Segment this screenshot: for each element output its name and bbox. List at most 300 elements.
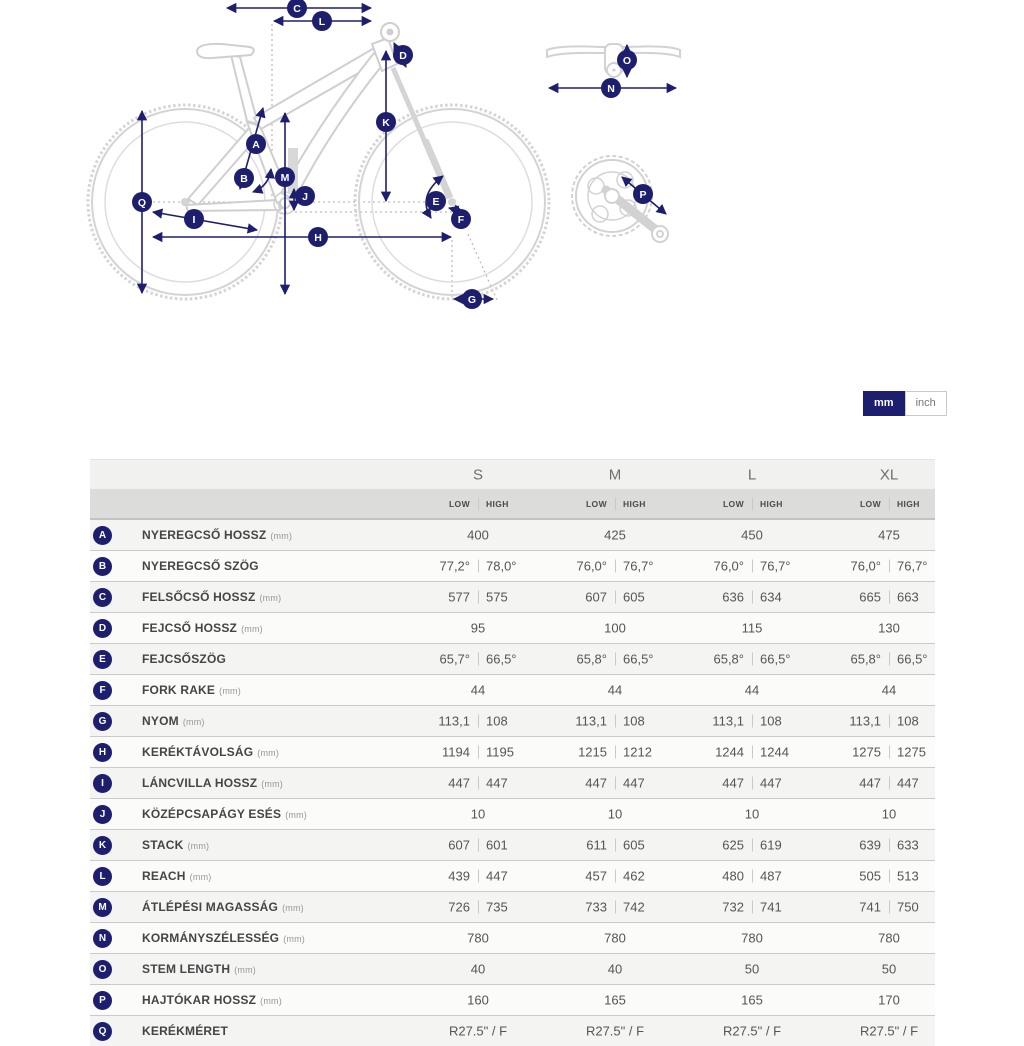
crankset [572, 156, 668, 242]
value-high: 619 [760, 837, 782, 853]
value-high: 633 [897, 837, 919, 853]
low-high-header-row [90, 489, 935, 520]
value-low: 76,0° [850, 558, 881, 574]
value-single: 10 [607, 806, 623, 822]
row-unit: (mm) [182, 717, 205, 727]
row-letter-badge: G [93, 712, 112, 731]
svg-text:O: O [622, 54, 632, 67]
low-high-header-cell [821, 489, 935, 518]
value-low: 625 [722, 837, 744, 853]
row-label-cell [90, 675, 410, 705]
row-unit: (mm) [261, 779, 284, 789]
table-row-q [90, 1015, 935, 1046]
diagram-badge-h [308, 227, 328, 247]
low-high-header-cell [684, 489, 821, 518]
handlebar-top-view [547, 44, 680, 77]
value-cell [684, 582, 821, 612]
value-divider [889, 870, 890, 883]
svg-text:Q: Q [137, 196, 147, 209]
value-cell [547, 520, 684, 550]
geometry-table [90, 459, 935, 1046]
row-unit: (mm) [187, 841, 210, 851]
value-divider [615, 746, 616, 759]
value-cell [821, 520, 935, 550]
value-divider [615, 591, 616, 604]
row-label: KÖZÉPCSAPÁGY ESÉS (mm) [142, 807, 308, 821]
value-high: 447 [623, 775, 645, 791]
diagram-badge-f [451, 209, 471, 229]
value-cell [547, 923, 684, 953]
table-row-m [90, 891, 935, 922]
value-high: 76,7° [897, 558, 928, 574]
value-single: R27.5" / F [722, 1023, 782, 1039]
size-label: M [608, 466, 622, 483]
fork-lower-leg [425, 140, 450, 198]
row-letter-badge: O [93, 960, 112, 979]
value-cell [821, 923, 935, 953]
table-row-f [90, 674, 935, 705]
value-divider [889, 901, 890, 914]
value-divider [889, 560, 890, 573]
value-low: 665 [859, 589, 881, 605]
value-low: 439 [448, 868, 470, 884]
value-single: 780 [878, 930, 900, 946]
low-high-header-cell [410, 489, 547, 518]
row-label-cell [90, 830, 410, 860]
value-high: 447 [486, 868, 508, 884]
low-high-header-cell [547, 489, 684, 518]
row-letter-badge: M [93, 898, 112, 917]
value-single: 130 [878, 620, 900, 636]
value-cell [684, 830, 821, 860]
sub-header-spacer [90, 489, 410, 518]
unit-inch-button[interactable]: inch [905, 391, 947, 416]
value-high: 601 [486, 837, 508, 853]
value-cell [821, 706, 935, 736]
value-single: 115 [741, 620, 763, 636]
value-high: 741 [760, 899, 782, 915]
value-cell [821, 582, 935, 612]
value-single: 450 [741, 527, 763, 543]
diagram-badge-o [617, 50, 637, 70]
value-low: 76,0° [576, 558, 607, 574]
value-divider [478, 901, 479, 914]
row-letter-badge: N [93, 929, 112, 948]
value-high: 447 [760, 775, 782, 791]
diagram-badge-a [246, 134, 266, 154]
value-low: 447 [722, 775, 744, 791]
value-cell [821, 644, 935, 674]
low-high-divider [615, 497, 616, 510]
value-high: 1275 [897, 744, 926, 760]
size-column-header [684, 460, 821, 489]
value-cell [547, 737, 684, 767]
value-high: 447 [486, 775, 508, 791]
svg-text:N: N [607, 82, 615, 95]
value-divider [752, 839, 753, 852]
value-low: 607 [585, 589, 607, 605]
size-column-header [821, 460, 935, 489]
value-single: 10 [744, 806, 760, 822]
value-divider [478, 591, 479, 604]
row-unit: (mm) [219, 686, 241, 696]
value-cell [684, 954, 821, 984]
value-cell [821, 768, 935, 798]
value-high: 108 [897, 713, 919, 729]
value-cell [410, 954, 547, 984]
diagram-badge-m [275, 167, 295, 187]
row-label-cell [90, 706, 410, 736]
size-column-header [410, 460, 547, 489]
value-high: 742 [623, 899, 645, 915]
value-low: 1215 [578, 744, 607, 760]
value-low: 447 [448, 775, 470, 791]
row-letter-badge: E [93, 650, 112, 669]
value-single: 165 [741, 992, 763, 1008]
low-high-divider [889, 497, 890, 510]
svg-text:F: F [457, 213, 465, 226]
row-unit: (mm) [283, 934, 306, 944]
row-label: NYEREGCSŐ HOSSZ (mm) [142, 528, 293, 542]
table-row-g [90, 705, 935, 736]
value-cell [547, 582, 684, 612]
value-cell [547, 706, 684, 736]
value-high: 78,0° [486, 558, 517, 574]
seatpost [231, 55, 258, 124]
diagram-badge-i [184, 209, 204, 229]
value-divider [752, 591, 753, 604]
value-single: 44 [744, 682, 760, 698]
value-divider [478, 715, 479, 728]
row-letter-badge: F [93, 681, 112, 700]
row-letter-badge: A [93, 526, 112, 545]
value-cell [684, 706, 821, 736]
value-cell [410, 768, 547, 798]
value-single: 44 [607, 682, 623, 698]
value-cell [547, 830, 684, 860]
value-high: 750 [897, 899, 919, 915]
row-label: FEJCSŐ HOSSZ (mm) [142, 621, 263, 635]
value-cell [410, 923, 547, 953]
size-column-header [547, 460, 684, 489]
row-label: FORK RAKE (mm) [142, 683, 241, 697]
low-header-label: LOW [859, 498, 881, 509]
value-high: 663 [897, 589, 919, 605]
svg-text:B: B [240, 172, 248, 185]
unit-toggle [863, 391, 947, 416]
row-label: FELSŐCSŐ HOSSZ (mm) [142, 590, 282, 604]
value-low: 505 [859, 868, 881, 884]
value-low: 65,8° [576, 651, 607, 667]
value-low: 77,2° [439, 558, 470, 574]
value-cell [821, 1016, 935, 1046]
value-divider [478, 560, 479, 573]
svg-text:L: L [318, 15, 326, 28]
value-single: 160 [467, 992, 489, 1008]
diagram-badge-l [312, 11, 332, 31]
row-label-cell [90, 1016, 410, 1046]
row-label-cell [90, 985, 410, 1015]
value-high: 66,5° [760, 651, 791, 667]
value-cell [410, 1016, 547, 1046]
value-single: R27.5" / F [585, 1023, 645, 1039]
value-divider [478, 839, 479, 852]
value-low: 65,7° [439, 651, 470, 667]
low-high-divider [478, 497, 479, 510]
value-cell [410, 582, 547, 612]
row-letter-badge: C [93, 588, 112, 607]
value-cell [684, 737, 821, 767]
value-cell [410, 613, 547, 643]
svg-text:J: J [302, 190, 308, 203]
value-cell [684, 768, 821, 798]
size-label: XL [879, 466, 899, 483]
value-single: R27.5" / F [448, 1023, 508, 1039]
value-single: 10 [881, 806, 897, 822]
row-label-cell [90, 799, 410, 829]
row-letter-badge: Q [93, 1022, 112, 1041]
value-cell [410, 706, 547, 736]
value-divider [615, 560, 616, 573]
table-row-d [90, 612, 935, 643]
row-letter-badge: L [93, 867, 112, 886]
diagram-badge-k [376, 112, 396, 132]
value-single: 165 [604, 992, 626, 1008]
row-label: KORMÁNYSZÉLESSÉG (mm) [142, 931, 306, 945]
value-cell [821, 737, 935, 767]
svg-text:P: P [639, 188, 647, 201]
row-unit: (mm) [260, 996, 282, 1006]
value-divider [752, 560, 753, 573]
row-label: KERÉKTÁVOLSÁG (mm) [142, 745, 280, 759]
value-cell [410, 861, 547, 891]
value-cell [684, 644, 821, 674]
value-high: 108 [623, 713, 645, 729]
row-label-cell [90, 954, 410, 984]
row-label: REACH (mm) [142, 869, 212, 883]
value-cell [821, 985, 935, 1015]
value-single: 100 [604, 620, 626, 636]
value-cell [684, 861, 821, 891]
value-cell [410, 644, 547, 674]
value-high: 76,7° [760, 558, 791, 574]
value-low: 733 [585, 899, 607, 915]
value-low: 76,0° [713, 558, 744, 574]
unit-mm-button[interactable]: mm [863, 391, 905, 416]
value-single: 40 [470, 961, 486, 977]
value-high: 605 [623, 837, 645, 853]
table-row-j [90, 798, 935, 829]
value-divider [889, 839, 890, 852]
value-low: 1194 [442, 744, 470, 760]
value-single: 50 [744, 961, 760, 977]
value-cell [547, 861, 684, 891]
value-low: 726 [448, 899, 470, 915]
value-divider [889, 746, 890, 759]
value-cell [684, 892, 821, 922]
saddle [197, 44, 254, 58]
value-divider [478, 777, 479, 790]
row-label: NYOM (mm) [142, 714, 205, 728]
value-cell [821, 830, 935, 860]
row-unit: (mm) [282, 903, 304, 913]
value-cell [410, 830, 547, 860]
value-cell [821, 954, 935, 984]
diagram-badge-c [287, 0, 307, 18]
value-low: 636 [722, 589, 744, 605]
value-low: 447 [859, 775, 881, 791]
value-single: 400 [467, 527, 489, 543]
value-cell [821, 799, 935, 829]
high-header-label: HIGH [623, 498, 646, 509]
diagram-badge-e [426, 191, 446, 211]
value-cell [410, 799, 547, 829]
value-high: 108 [760, 713, 782, 729]
value-divider [752, 870, 753, 883]
value-low: 113,1 [849, 713, 881, 729]
row-unit: (mm) [234, 965, 256, 975]
value-cell [547, 613, 684, 643]
row-unit: (mm) [259, 593, 282, 603]
value-cell [547, 768, 684, 798]
svg-text:G: G [467, 293, 477, 306]
value-single: 50 [881, 961, 897, 977]
row-unit: (mm) [270, 531, 293, 541]
value-high: 66,5° [623, 651, 654, 667]
size-label: L [747, 466, 757, 483]
value-cell [821, 613, 935, 643]
diagram-badge-j [295, 186, 315, 206]
value-cell [410, 520, 547, 550]
value-cell [547, 954, 684, 984]
value-divider [752, 746, 753, 759]
value-low: 1244 [715, 744, 744, 760]
row-label-cell [90, 768, 410, 798]
value-high: 1244 [760, 744, 789, 760]
svg-text:K: K [382, 116, 390, 129]
value-high: 605 [623, 589, 645, 605]
reference-dotted-lines [148, 24, 497, 300]
value-cell [684, 799, 821, 829]
table-row-o [90, 953, 935, 984]
value-divider [615, 901, 616, 914]
value-high: 108 [486, 713, 508, 729]
high-header-label: HIGH [486, 498, 509, 509]
row-label: ÁTLÉPÉSI MAGASSÁG (mm) [142, 900, 304, 914]
value-divider [478, 870, 479, 883]
table-row-c [90, 581, 935, 612]
diagram-badge-d [393, 45, 413, 65]
value-cell [684, 985, 821, 1015]
row-label: LÁNCVILLA HOSSZ (mm) [142, 776, 284, 790]
low-high-divider [752, 497, 753, 510]
svg-text:H: H [314, 231, 322, 244]
row-letter-badge: B [93, 557, 112, 576]
value-cell [547, 799, 684, 829]
value-high: 76,7° [623, 558, 654, 574]
high-header-label: HIGH [760, 498, 783, 509]
value-divider [478, 746, 479, 759]
bike-geometry-diagram [0, 0, 1024, 450]
value-single: 95 [470, 620, 486, 636]
value-single: 475 [878, 527, 900, 543]
value-cell [821, 551, 935, 581]
value-cell [547, 1016, 684, 1046]
value-cell [547, 644, 684, 674]
row-unit: (mm) [189, 872, 212, 882]
svg-text:D: D [399, 49, 407, 62]
diagram-badge-g [462, 289, 482, 309]
row-label: STACK (mm) [142, 838, 210, 852]
value-high: 487 [760, 868, 782, 884]
value-low: 639 [859, 837, 881, 853]
value-high: 66,5° [486, 651, 517, 667]
value-low: 65,8° [850, 651, 881, 667]
table-row-b [90, 550, 935, 581]
value-high: 1195 [486, 744, 514, 760]
value-divider [752, 777, 753, 790]
value-divider [615, 870, 616, 883]
row-label: STEM LENGTH (mm) [142, 962, 256, 976]
table-row-a [90, 520, 935, 550]
value-high: 1212 [623, 744, 652, 760]
value-cell [410, 675, 547, 705]
value-divider [615, 777, 616, 790]
value-cell [821, 675, 935, 705]
value-single: 10 [470, 806, 486, 822]
value-low: 577 [448, 589, 470, 605]
row-label: HAJTÓKAR HOSSZ (mm) [142, 993, 282, 1007]
row-letter-badge: D [93, 619, 112, 638]
diagram-badge-q [132, 192, 152, 212]
row-label-cell [90, 892, 410, 922]
value-cell [410, 892, 547, 922]
value-single: 44 [881, 682, 897, 698]
row-label-cell [90, 551, 410, 581]
diagram-badge-n [601, 78, 621, 98]
row-label-cell [90, 861, 410, 891]
row-label-cell [90, 520, 410, 550]
size-header-spacer [90, 460, 410, 489]
table-row-k [90, 829, 935, 860]
row-label-cell [90, 582, 410, 612]
value-low: 732 [722, 899, 744, 915]
value-cell [547, 675, 684, 705]
value-low: 1275 [852, 744, 881, 760]
value-low: 607 [448, 837, 470, 853]
value-divider [752, 715, 753, 728]
value-single: 170 [878, 992, 900, 1008]
row-label: KERÉKMÉRET [142, 1024, 229, 1038]
value-low: 457 [585, 868, 607, 884]
value-high: 66,5° [897, 651, 928, 667]
value-divider [752, 653, 753, 666]
row-unit: (mm) [285, 810, 308, 820]
pedal-axle [652, 226, 668, 242]
value-cell [821, 892, 935, 922]
value-single: 780 [467, 930, 489, 946]
value-low: 113,1 [438, 713, 470, 729]
row-label-cell [90, 644, 410, 674]
table-row-e [90, 643, 935, 674]
value-cell [547, 985, 684, 1015]
value-single: 425 [604, 527, 626, 543]
value-high: 462 [623, 868, 645, 884]
row-label: NYEREGCSŐ SZÖG [142, 559, 259, 573]
size-label: S [472, 466, 484, 483]
table-row-h [90, 736, 935, 767]
svg-text:A: A [252, 138, 260, 151]
